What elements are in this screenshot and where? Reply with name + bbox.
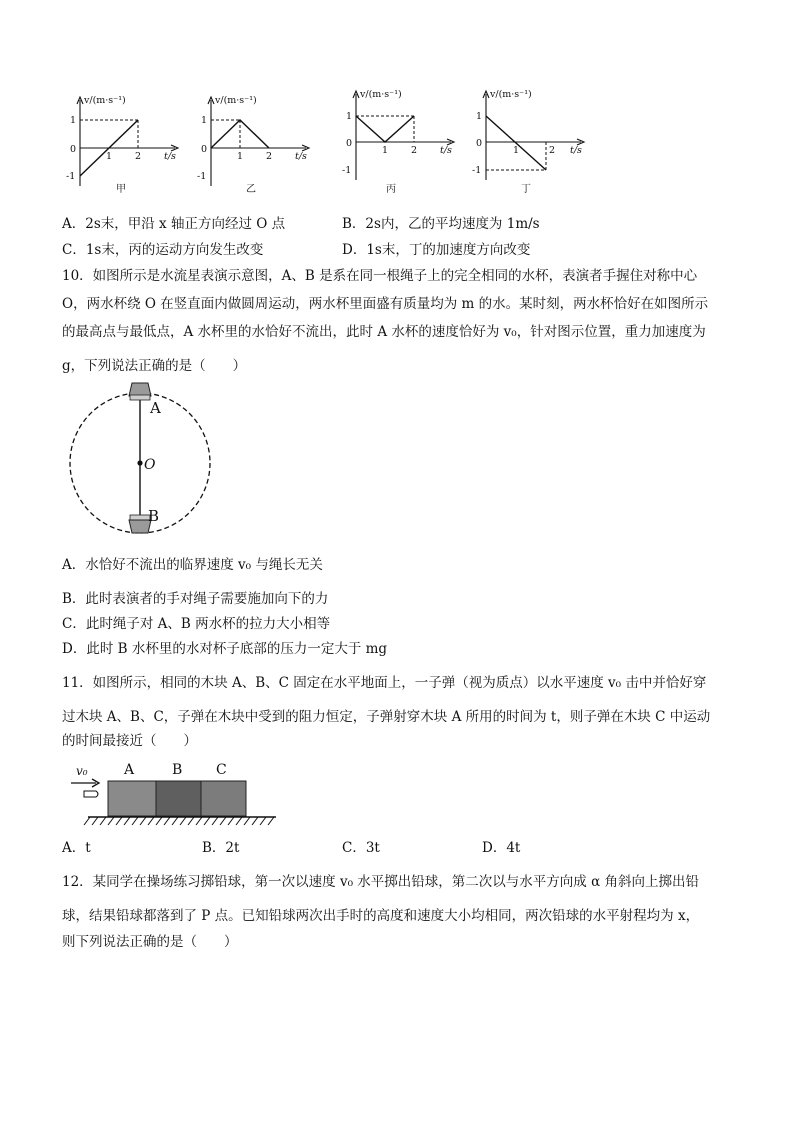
wood-blocks-figure	[66, 758, 286, 830]
q10-stem-line-2: O，两水杯绕 O 在竖直面内做圆周运动，两水杯里面盛有质量均为 m 的水。某时刻，两水杯恰好在如图所示	[62, 296, 709, 312]
graph-ding-tick-y1: 1	[476, 111, 483, 122]
graph-jia-tick-y1: 1	[70, 115, 77, 126]
graph-ding-tick-x1: 1	[513, 145, 520, 156]
figure-label-b: B	[148, 507, 160, 525]
graph-jia	[60, 92, 190, 202]
graph-yi-tick-y0: 0	[201, 144, 208, 155]
block-label-a: A	[124, 762, 135, 778]
graph-yi-tick-x1: 1	[237, 151, 244, 162]
q10-option-b: B．此时表演者的手对绳子需要施加向下的力	[62, 591, 329, 607]
graph-yi-caption: 乙	[246, 184, 256, 195]
q11-stem-line-3: 的时间最接近（ ）	[62, 733, 197, 749]
graph-bing-tick-ym1: -1	[342, 165, 352, 176]
graph-jia-tick-ym1: -1	[66, 171, 76, 182]
block-label-b: B	[172, 762, 183, 778]
q11-option-b: B．2t	[202, 840, 240, 856]
graph-ding-caption: 丁	[521, 184, 531, 195]
graph-jia-tick-x1: 1	[106, 151, 113, 162]
q9-option-c: C．1s末，丙的运动方向发生改变	[62, 242, 264, 258]
graph-ding-ylabel: v/(m·s⁻¹)	[490, 89, 532, 100]
graph-jia-tick-y0: 0	[70, 144, 77, 155]
graph-yi	[191, 92, 321, 202]
q9-option-a: A．2s末，甲沿 x 轴正方向经过 O 点	[62, 216, 286, 232]
graph-bing-tick-x1: 1	[382, 145, 389, 156]
graph-jia-tick-x2: 2	[135, 151, 142, 162]
q10-stem-line-3: 的最高点与最低点，A 水杯里的水恰好不流出，此时 A 水杯的速度恰好为 v₀，针对图示位置，重力加速度为	[62, 324, 706, 340]
graph-ding-tick-y0: 0	[476, 138, 483, 149]
figure-label-a: A	[150, 399, 161, 417]
graph-jia-xlabel: t/s	[164, 151, 176, 162]
graph-yi-tick-ym1: -1	[197, 171, 207, 182]
q10-stem-line-4: g，下列说法正确的是（ ）	[62, 358, 247, 374]
graph-bing-tick-y1: 1	[346, 111, 353, 122]
q9-option-b: B．2s内，乙的平均速度为 1m/s	[342, 216, 540, 232]
q11-stem-line-2: 过木块 A、B、C，子弹在木块中受到的阻力恒定，子弹射穿木块 A 所用的时间为 t，则子弹在木块 C 中运动	[62, 709, 711, 725]
figure-label-v0: v₀	[76, 764, 88, 778]
graph-yi-tick-x2: 2	[266, 151, 273, 162]
q9-option-d: D．1s末，丁的加速度方向改变	[342, 242, 531, 258]
graph-yi-xlabel: t/s	[295, 151, 307, 162]
graph-ding-tick-ym1: -1	[472, 165, 482, 176]
q10-option-d: D．此时 B 水杯里的水对杯子底部的压力一定大于 mg	[62, 641, 388, 657]
graph-yi-tick-y1: 1	[201, 115, 208, 126]
q11-stem-line-1: 11．如图所示，相同的木块 A、B、C 固定在水平地面上，一子弹（视为质点）以水平速度 v₀ 击中并恰好穿	[62, 675, 707, 691]
graph-ding-tick-x2: 2	[549, 145, 556, 156]
q12-stem-line-1: 12．某同学在操场练习掷铅球，第一次以速度 v₀ 水平掷出铅球，第二次以与水平方向成 α 角斜向上掷出铅	[62, 874, 699, 890]
graph-bing	[336, 86, 466, 196]
figure-label-o: O	[144, 457, 156, 473]
graph-ding-xlabel: t/s	[570, 145, 582, 156]
q10-option-a: A．水恰好不流出的临界速度 v₀ 与绳长无关	[62, 557, 323, 573]
graph-bing-tick-y0: 0	[346, 138, 353, 149]
graph-bing-tick-x2: 2	[411, 145, 418, 156]
q11-option-d: D．4t	[482, 840, 521, 856]
graph-jia-ylabel: v/(m·s⁻¹)	[84, 95, 126, 106]
graph-bing-ylabel: v/(m·s⁻¹)	[360, 89, 402, 100]
graph-jia-caption: 甲	[116, 184, 126, 195]
graph-bing-xlabel: t/s	[440, 145, 452, 156]
q11-option-a: A．t	[62, 840, 91, 856]
graph-bing-caption: 丙	[386, 184, 396, 195]
q11-option-c: C．3t	[342, 840, 380, 856]
graph-ding	[466, 86, 596, 196]
water-meteor-figure	[64, 378, 224, 538]
q12-stem-line-3: 则下列说法正确的是（ ）	[62, 934, 238, 950]
graph-yi-ylabel: v/(m·s⁻¹)	[215, 95, 257, 106]
q10-option-c: C．此时绳子对 A、B 两水杯的拉力大小相等	[62, 616, 331, 632]
q12-stem-line-2: 球，结果铅球都落到了 P 点。已知铅球两次出手时的高度和速度大小均相同，两次铅球的水平射程均为 x，	[62, 908, 700, 924]
block-label-c: C	[216, 762, 227, 778]
q10-stem-line-1: 10．如图所示是水流星表演示意图，A、B 是系在同一根绳子上的完全相同的水杯，表演者手握住对称中心	[62, 268, 698, 284]
